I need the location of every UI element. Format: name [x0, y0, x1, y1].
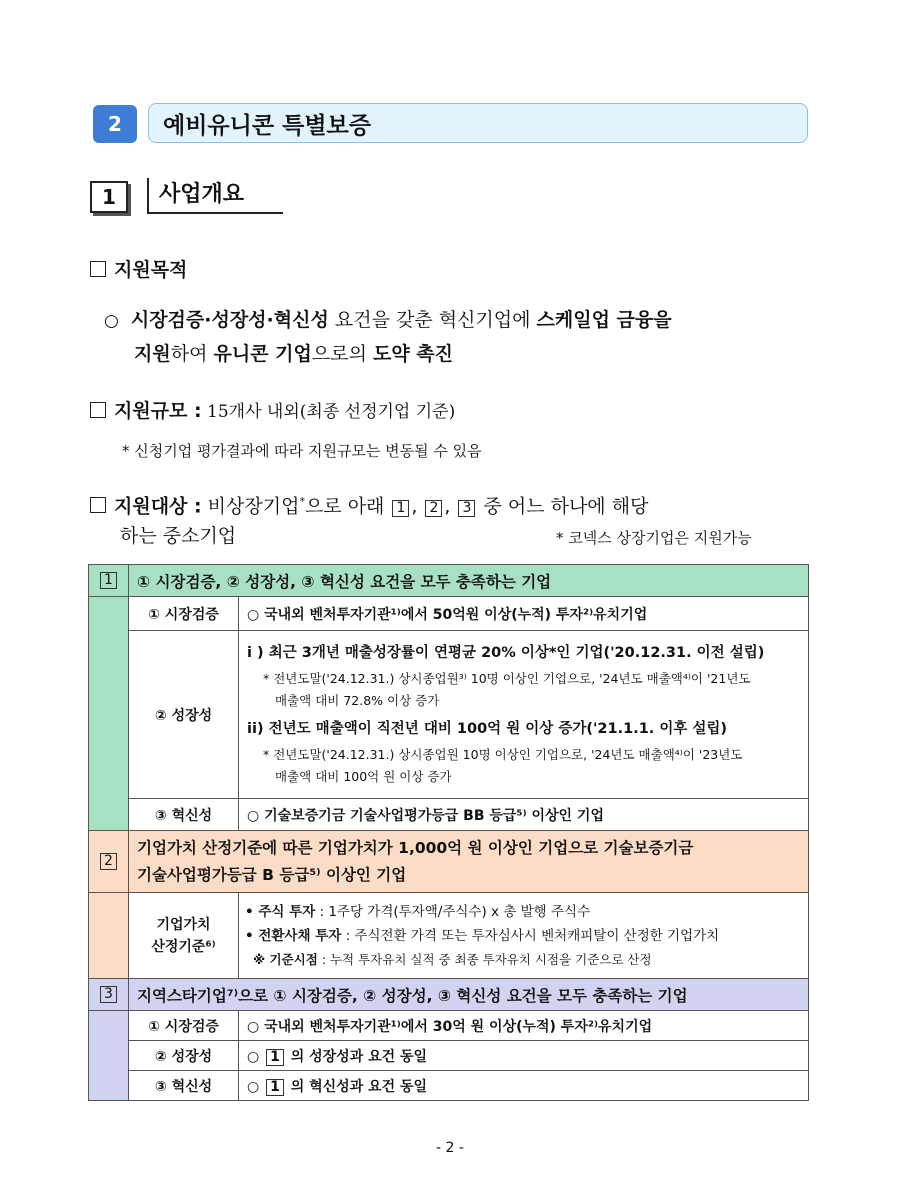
group-3-growth-ref: 1 — [266, 1049, 284, 1066]
scale-row — [90, 395, 455, 428]
group-3-title: 지역스타기업⁷⁾으로 ① 시장검증, ② 성장성, ③ 혁신성 요건을 모두 충족하는 기업 — [129, 979, 809, 1011]
group-1-growth-cell — [239, 631, 809, 799]
target-text-3: 중 어느 하나에 해당 — [477, 495, 649, 518]
section-title: 예비유니콘 특별보증 — [148, 103, 808, 143]
page-number: - 2 - — [436, 1140, 464, 1156]
group-1-header — [89, 565, 809, 597]
subsection-number: 1 — [90, 181, 128, 213]
purpose-keyword-1: 시장검증·성장성·혁신성 — [130, 309, 329, 331]
group-2-title — [129, 831, 809, 893]
group-1-market-label: ① 시장검증 — [129, 597, 239, 631]
scale-text: 15개사 내외(최종 선정기업 기준) — [201, 402, 456, 422]
valuation-basis-label: ※ 기준시점 — [253, 951, 318, 967]
group-3-side — [89, 1011, 129, 1101]
purpose-keyword-2: 스케일업 금융을 — [536, 309, 672, 331]
target-box-1: 1 — [392, 500, 409, 517]
target-box-2: 2 — [425, 500, 442, 517]
eligibility-table — [88, 564, 809, 1101]
group-1-side — [89, 597, 129, 831]
target-line-2: 하는 중소기업 — [120, 525, 237, 547]
valuation-label-line-1: 기업가치 — [156, 916, 211, 933]
growth-criterion-ii-note-1: * 전년도말('24.12.31.) 상시종업원 10명 이상인 기업으로, '24년도 매출액⁴⁾이 '23년도 — [263, 746, 743, 762]
checkbox-square-icon — [90, 261, 106, 277]
valuation-bond-text: : 주식전환 가격 또는 투자심사시 벤처캐피탈이 산정한 기업가치 — [341, 927, 720, 944]
group-3-growth-bullet: ○ — [247, 1048, 265, 1065]
group-3-header — [89, 979, 809, 1011]
purpose-keyword-4: 유니콘 기업 — [213, 343, 312, 365]
purpose-text-1: 요건을 갖춘 혁신기업에 — [328, 309, 537, 331]
valuation-label-line-2: 산정기준⁶⁾ — [151, 938, 216, 955]
group-2-number: 2 — [89, 831, 129, 893]
growth-criterion-i-note-1: * 전년도말('24.12.31.) 상시종업원³⁾ 10명 이상인 기업으로, '24년도 매출액⁴⁾이 '21년도 — [263, 670, 751, 686]
group-1-number: 1 — [89, 565, 129, 597]
valuation-bond-label: • 전환사채 투자 — [245, 927, 342, 944]
subsection-title: 사업개요 — [147, 178, 283, 214]
group-1-title: ① 시장검증, ② 성장성, ③ 혁신성 요건을 모두 충족하는 기업 — [129, 565, 809, 597]
group-3-number: 3 — [89, 979, 129, 1011]
target-note: * 코넥스 상장기업은 지원가능 — [556, 529, 752, 547]
group-3-innovation-row — [89, 1071, 809, 1101]
group-1-market-text: ○ 국내외 벤처투자기관¹⁾에서 50억원 이상(누적) 투자²⁾유치기업 — [239, 597, 809, 631]
group-1-innovation-text: ○ 기술보증기금 기술사업평가등급 BB 등급⁵⁾ 이상인 기업 — [239, 799, 809, 831]
group-1-innovation-row — [89, 799, 809, 831]
purpose-text-2: 하여 — [170, 343, 214, 365]
checkbox-square-icon — [90, 497, 106, 513]
group-2-side — [89, 893, 129, 979]
group-3-market-label: ① 시장검증 — [129, 1011, 239, 1041]
purpose-heading: 지원목적 — [114, 259, 188, 281]
purpose-line-1 — [104, 304, 824, 337]
growth-criterion-ii-note-2: 매출액 대비 100억 원 이상 증가 — [275, 768, 452, 784]
group-3-innovation-label: ③ 혁신성 — [129, 1071, 239, 1101]
group-2-header — [89, 831, 809, 893]
group-3-growth-row — [89, 1041, 809, 1071]
group-3-growth-cell — [239, 1041, 809, 1071]
group-1-innovation-label: ③ 혁신성 — [129, 799, 239, 831]
group-1-market-row — [89, 597, 809, 631]
group-2-title-line-2: 기술사업평가등급 B 등급⁵⁾ 이상인 기업 — [137, 865, 407, 884]
group-1-growth-row — [89, 631, 809, 799]
target-sup: * — [299, 495, 305, 508]
group-3-innovation-ref: 1 — [266, 1079, 284, 1096]
target-heading: 지원대상 : — [114, 495, 202, 518]
target-text-1: 비상장기업 — [201, 495, 300, 518]
target-row: 지원대상 : 비상장기업*으로 아래 1 , 2 , 3 중 어느 하나에 해당 — [90, 486, 648, 522]
growth-criterion-i: i ) 최근 3개년 매출성장률이 연평균 20% 이상*인 기업('20.12.31. 이전 설립) — [247, 644, 765, 661]
scale-heading: 지원규모 : — [114, 400, 202, 422]
target-box-3: 3 — [458, 500, 475, 517]
purpose-heading-row — [90, 254, 187, 286]
group-3-innovation-bullet: ○ — [247, 1078, 265, 1095]
group-2-title-line-1: 기업가치 산정기준에 따른 기업가치가 1,000억 원 이상인 기업으로 기술보증기금 — [137, 838, 694, 857]
purpose-line-2 — [134, 338, 453, 370]
valuation-stock-text: : 1주당 가격(투자액/주식수) x 총 발행 주식수 — [315, 903, 591, 920]
group-3-market-row — [89, 1011, 809, 1041]
circle-bullet-icon: ○ — [104, 311, 119, 331]
checkbox-square-icon — [90, 402, 106, 418]
group-1-growth-label: ② 성장성 — [129, 631, 239, 799]
section-number: 2 — [93, 105, 137, 143]
valuation-basis-text: : 누적 투자유치 실적 중 최종 투자유치 시점을 기준으로 산정 — [317, 951, 652, 967]
purpose-keyword-3: 지원 — [134, 343, 171, 365]
growth-criterion-i-note-2: 매출액 대비 72.8% 이상 증가 — [275, 692, 440, 708]
group-2-valuation-row — [89, 893, 809, 979]
purpose-text-3: 으로의 — [311, 343, 373, 365]
group-2-valuation-cell — [239, 893, 809, 979]
growth-criterion-ii: ii) 전년도 매출액이 직전년 대비 100억 원 이상 증가('21.1.1. 이후 설립) — [247, 720, 728, 737]
valuation-stock-label: • 주식 투자 — [245, 903, 316, 920]
group-3-innovation-text: 의 혁신성과 요건 동일 — [285, 1078, 428, 1095]
purpose-keyword-5: 도약 촉진 — [372, 343, 453, 365]
group-3-innovation-cell — [239, 1071, 809, 1101]
group-2-valuation-label — [129, 893, 239, 979]
group-3-growth-label: ② 성장성 — [129, 1041, 239, 1071]
target-text-2: 으로 아래 — [304, 495, 391, 518]
scale-note: * 신청기업 평가결과에 따라 지원규모는 변동될 수 있음 — [122, 442, 482, 460]
group-3-market-text: ○ 국내외 벤처투자기관¹⁾에서 30억 원 이상(누적) 투자²⁾유치기업 — [239, 1011, 809, 1041]
group-3-growth-text: 의 성장성과 요건 동일 — [285, 1048, 428, 1065]
